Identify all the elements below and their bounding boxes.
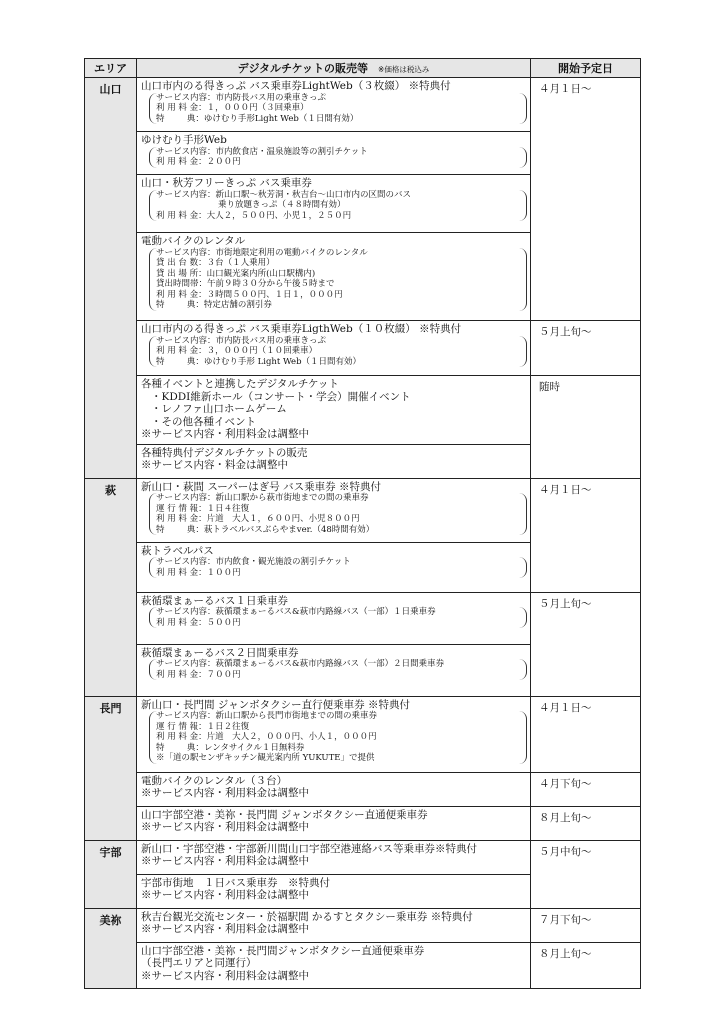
bullet-item: ・KDDI維新ホール（コンサート・学会）開催イベント [151,390,411,403]
table-row [85,772,641,806]
header-start: 開始予定日 [531,59,641,78]
table-row [85,478,641,542]
item-details [149,248,527,311]
item-cell [137,478,531,542]
detail-line: サービス内容：市内飲食店・温泉施設等の割引チケット [156,146,368,157]
detail-line: 運 行 情 報：１日４往復 [156,503,250,514]
detail-line: サービス内容：市内防長バス用の乗車きっぷ [156,335,327,346]
item-title: ゆけむり手形Web [141,134,227,146]
item-title: 新山口・萩間 スーパーはぎ号 バス乗車券 ※特典付 [141,480,381,493]
detail-line: 利 用 料 金：７００円 [156,669,241,680]
table-row [85,840,641,874]
item-cell [137,840,531,874]
item-note: ※サービス内容・利用料金は調整中 [141,787,309,799]
detail-line: 貸 出 場 所：山口観光案内所(山口駅構内) [156,268,316,279]
bullet-item: ・その他各種イベント [151,415,256,428]
item-title: 秋吉台観光交流センター・於福駅間 かるすとタクシー乗車券 ※特典付 [141,910,473,923]
item-cell [137,772,531,806]
area-ube: 宇部 [85,840,137,908]
item-cell [137,908,531,942]
item-cell [137,542,531,592]
item-note: ※サービス内容・利用料金は調整中 [141,923,309,935]
item-cell [137,806,531,840]
item-cell [137,132,531,175]
item-title: 新山口・長門間 ジャンボタクシー直行便乗車券 ※特典付 [141,698,410,711]
table-row [85,592,641,644]
item-cell [137,592,531,644]
item-note: ※サービス内容・利用料金は調整中 [141,889,309,901]
item-cell [137,78,531,132]
detail-line: 利 用 料 金：３時間５００円、１日１，０００円 [156,289,343,300]
detail-line: 貸出時間帯：午前９時３０分から午後５時まで [156,279,335,289]
detail-line: サービス内容：市内飲食・観光施設の割引チケット [156,557,351,567]
area-mine: 美祢 [85,908,137,988]
detail-line: サービス内容：市街地限定利用の電動バイクのレンタル [156,247,368,258]
item-note: ※サービス内容・利用料金は調整中 [141,428,309,440]
item-note: ※サービス内容・利用料金は調整中 [141,821,309,833]
start-date: ４月１日～ [531,78,641,321]
start-date: ５月中旬～ [531,840,641,908]
item-subtitle: （長門エリアと同運行） [141,957,257,969]
detail-line: 利 用 料 金：２００円 [156,157,241,167]
item-details [149,190,527,222]
item-title: 萩循環まぁーるバス２日間乗車券 [141,646,299,659]
detail-line: サービス内容：市内防長バス用の乗車きっぷ [156,92,327,103]
item-cell [137,175,531,233]
header-row [85,59,641,78]
start-date: ４月下旬～ [531,772,641,806]
item-cell [137,644,531,696]
item-details [149,93,527,125]
item-note: ※サービス内容・利用料金は調整中 [141,969,309,982]
detail-line: 利 用 料 金：大人２，５００円、小児１，２５０円 [156,210,352,221]
detail-line: サービス内容：萩循環まぁーるバス&萩市内路線バス（一部）１日乗車券 [156,607,436,617]
item-title: 山口・秋芳フリーきっぷ バス乗車券 [141,177,312,189]
item-cell [137,874,531,908]
item-title: 山口市内のる得きっぷ バス乗車券LightWeb（３枚綴） ※特典付 [141,80,451,92]
bullet-item: ・レノファ山口ホームゲーム [151,403,287,415]
detail-line: 利 用 料 金：１，０００円（３回乗車） [156,103,309,113]
start-date: ７月下旬～ [531,908,641,942]
table-row [85,321,641,376]
header-sales [137,59,531,78]
item-details [149,493,527,535]
detail-line: 貸 出 台 数：３台（１人乗用） [156,258,275,268]
detail-line: 特 典：レンタサイクル１日無料券 [156,742,305,753]
item-cell [137,376,531,445]
item-cell [137,444,531,478]
item-details [149,336,527,368]
detail-line: ※「道の駅センザキッチン観光案内所 YUKUTE」で提供 [156,753,375,763]
detail-line: 利 用 料 金：片道 大人１，６００円、小児８００円 [156,514,360,524]
detail-line: 利 用 料 金：５００円 [156,617,241,628]
detail-line: 特 典：萩トラベルバスぶらやまver.（48時間有効） [156,524,375,535]
detail-line: 利 用 料 金：３，０００円（１０回乗車） [156,346,318,356]
detail-line: 運 行 情 報：１日２往復 [156,721,250,732]
detail-line: 利 用 料 金：１００円 [156,567,241,578]
item-cell [137,233,531,321]
item-cell [137,942,531,988]
detail-line: 乗り放題きっぷ（４８時間有効） [218,200,346,210]
item-details [149,557,527,578]
table-row [85,908,641,942]
item-title: 電動バイクのレンタル [141,235,246,247]
item-title: 萩トラベルパス [141,544,214,557]
detail-line: 特 典：特定店舗の割引券 [156,300,272,310]
item-note: ※サービス内容・利用料金は調整中 [141,855,309,867]
item-title: 電動バイクのレンタル（３台） [141,774,288,787]
start-date: ４月１日～ [531,696,641,772]
header-area: エリア [85,59,137,78]
item-details [149,607,527,628]
item-title: 新山口・宇部空港・宇部新川間山口宇部空港連絡バス等乗車券※特典付 [141,842,477,855]
table-row [85,696,641,772]
area-yamaguchi: 山口 [85,78,137,479]
tax-note: ※価格は税込み [378,65,430,74]
detail-line: サービス内容：新山口駅～秋芳洞・秋吉台～山口市内の区間のバス [156,189,412,200]
item-title: 山口宇部空港・美祢・長門間ジャンボタクシー直通便乗車券 [141,944,425,957]
start-date: 随時 [531,376,641,479]
detail-line: 特 典：ゆけむり手形Light Web（１日間有効） [156,113,359,124]
item-note: ※サービス内容・料金は調整中 [141,459,288,471]
item-title: 萩循環まぁーるバス１日乗車券 [141,594,288,607]
detail-line: 利 用 料 金：片道 大人２，０００円、小人１，０００円 [156,732,377,742]
start-date: ５月上旬～ [531,592,641,696]
start-date: ５月上旬～ [531,321,641,376]
detail-line: サービス内容：萩循環まぁーるバス&萩市内路線バス（一部）２日間乗車券 [156,659,445,669]
table-row [85,942,641,988]
area-hagi: 萩 [85,478,137,696]
item-title: 山口市内のる得きっぷ バス乗車券LigthWeb（１０枚綴） ※特典付 [141,323,462,335]
item-title: 各種特典付デジタルチケットの販売 [141,446,308,459]
item-cell [137,696,531,772]
detail-line: 特 典：ゆけむり手形 Light Web（１日間有効） [156,356,362,367]
header-sales-label: デジタルチケットの販売等 [237,62,369,75]
item-details [149,147,527,168]
table-row [85,78,641,132]
item-title: 山口宇部空港・美祢・長門間 ジャンボタクシー直通便乗車券 [141,808,428,821]
detail-line: サービス内容：新山口駅から長門市街地までの間の乗車券 [156,711,378,721]
item-title: 各種イベントと連携したデジタルチケット [141,378,339,390]
table-row [85,376,641,445]
detail-line: サービス内容：新山口駅から萩市街地までの間の乗車券 [156,493,369,503]
item-details [149,659,527,680]
item-cell [137,321,531,376]
start-date: ８月上旬～ [531,806,641,840]
area-nagato: 長門 [85,696,137,840]
item-details [149,711,527,764]
start-date: ８月上旬～ [531,942,641,988]
start-date: ４月１日～ [531,478,641,592]
table-row [85,806,641,840]
item-title: 宇部市街地 １日バス乗車券 ※特典付 [141,876,330,889]
ticket-table [84,58,641,989]
